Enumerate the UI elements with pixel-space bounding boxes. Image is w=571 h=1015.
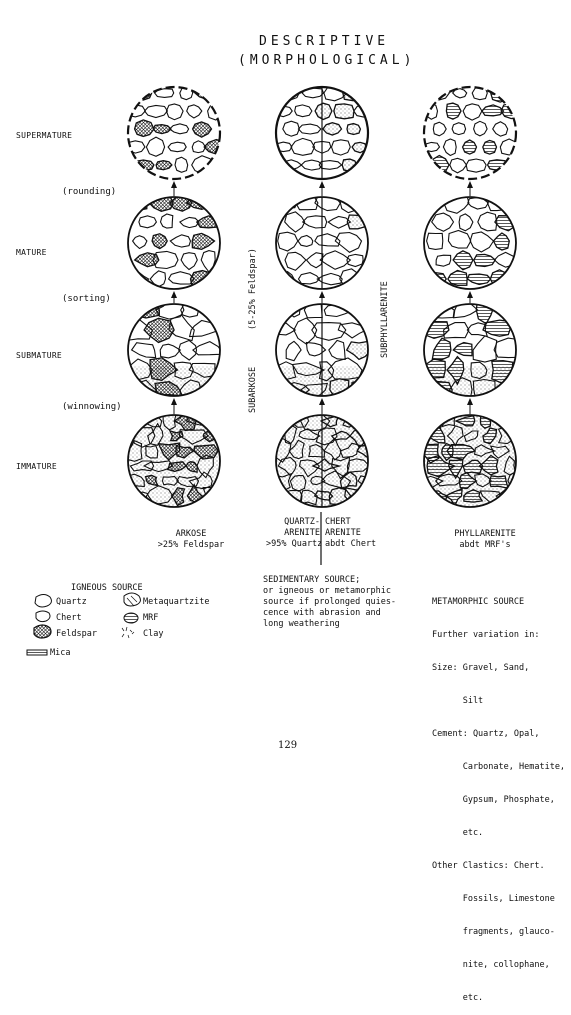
metamorphic-line: Carbonate, Hematite, [432,762,566,772]
sedimentary-heading: SEDIMENTARY SOURCE; [263,575,361,585]
legend-quartz-icon [35,595,51,608]
row-label-mature: MATURE [16,248,47,257]
legend-heading: IGNEOUS SOURCE [71,583,143,593]
arrow-head [467,398,473,405]
caption-chert-line1: CHERT [325,517,351,527]
arrow-head [171,181,177,188]
metamorphic-line: Other Clastics: Chert. [432,861,545,871]
legend-quartz-label: Quartz [56,597,87,607]
caption-chert-line3: abdt Chert [325,539,377,549]
arrow-head [319,291,325,298]
arrow-head [171,398,177,405]
sedimentary-line: source if prolonged quies- [263,597,397,607]
legend-metaquartzite-label: Metaquartzite [143,597,210,607]
grain-circle-quartz-submature [276,300,378,413]
sedimentary-source-block [263,575,396,630]
grain-circle-phyll-immature [421,411,521,507]
metamorphic-line: Fossils, Limestone [432,894,555,904]
legend-metaquartzite-icon [124,593,140,606]
legend-mica-label: Mica [50,648,71,658]
row-label-submature: SUBMATURE [16,351,63,360]
grain-circle-phyll-mature [424,193,519,289]
metamorphic-line: Silt [432,696,484,706]
row-label-immature: IMMATURE [16,462,57,471]
grain-circle-arkose-submature [123,301,221,412]
metamorphic-source-block [432,575,565,1015]
sedimentary-line: long weathering [263,619,340,629]
vertical-label-subarkose: SUBARKOSE [248,366,258,413]
process-sorting: (sorting) [62,294,111,304]
row-label-supermature: SUPERMATURE [16,131,73,140]
legend-feldspar-label: Feldspar [56,629,97,639]
legend-chert-label: Chert [56,613,82,623]
legend-mrf-label: MRF [143,613,159,623]
arrow-head [319,398,325,405]
vertical-label-subarkose-range: (5-25% Feldspar) [248,248,258,330]
legend-clay-label: Clay [143,629,164,639]
title-line1: DESCRIPTIVE [259,34,390,49]
legend-clay-icon [122,627,134,638]
caption-arkose [136,529,246,551]
metamorphic-line: fragments, glauco- [432,927,555,937]
metamorphic-line: Gypsum, Phosphate, [432,795,555,805]
arrow-head [467,181,473,188]
process-winnowing: (winnowing) [62,402,122,412]
metamorphic-line: etc. [432,828,484,838]
metamorphic-heading: METAMORPHIC SOURCE [432,597,525,607]
caption-phyllarenite-line1: PHYLLARENITE [454,529,516,539]
caption-arkose-line1: ARKOSE [175,529,207,539]
sedimentary-line: cence with abrasion and [263,608,381,618]
grain-circle-quartz-immature [271,409,378,508]
caption-chert-arenite [325,517,395,550]
caption-phyllarenite [430,529,540,551]
page-number: 129 [278,740,298,751]
grain-circle-arkose-immature [123,411,227,507]
arrow-head [467,291,473,298]
grain-circle-quartz-supermature [274,85,373,179]
legend-mrf-icon [124,613,138,623]
vertical-label-subphyllarenite: SUBPHYLLARENITE [380,281,390,358]
grain-circle-phyll-supermature [424,84,521,179]
legend-mica-icon [27,650,47,655]
arrow-head [319,181,325,188]
caption-phyllarenite-line2: abdt MRF's [459,540,511,550]
arrow-head [171,291,177,298]
caption-arkose-line2: >25% Feldspar [157,540,225,550]
legend-chert-icon [36,611,50,622]
grain-circle-arkose-supermature [126,86,228,179]
caption-quartz-line2: ARENITE [284,528,320,538]
metamorphic-line: Further variation in: [432,630,540,640]
caption-quartz-line1: QUARTZ- [284,517,320,527]
metamorphic-line: etc. [432,993,484,1003]
title-line2: (MORPHOLOGICAL) [238,53,416,68]
sedimentary-line: or igneous or metamorphic [263,586,391,596]
grain-circle-arkose-mature [128,194,222,289]
metamorphic-line: nite, collophane, [432,960,550,970]
caption-quartz-line3: >95% Quartz [266,539,323,549]
caption-quartz-arenite [266,517,323,550]
grain-circle-quartz-mature [276,194,368,290]
grain-circle-phyll-submature [418,295,526,413]
metamorphic-line: Cement: Quartz, Opal, [432,729,540,739]
process-rounding: (rounding) [62,187,117,197]
caption-chert-line2: ARENITE [325,528,361,538]
legend-feldspar-icon [34,625,51,638]
metamorphic-line: Size: Gravel, Sand, [432,663,530,673]
